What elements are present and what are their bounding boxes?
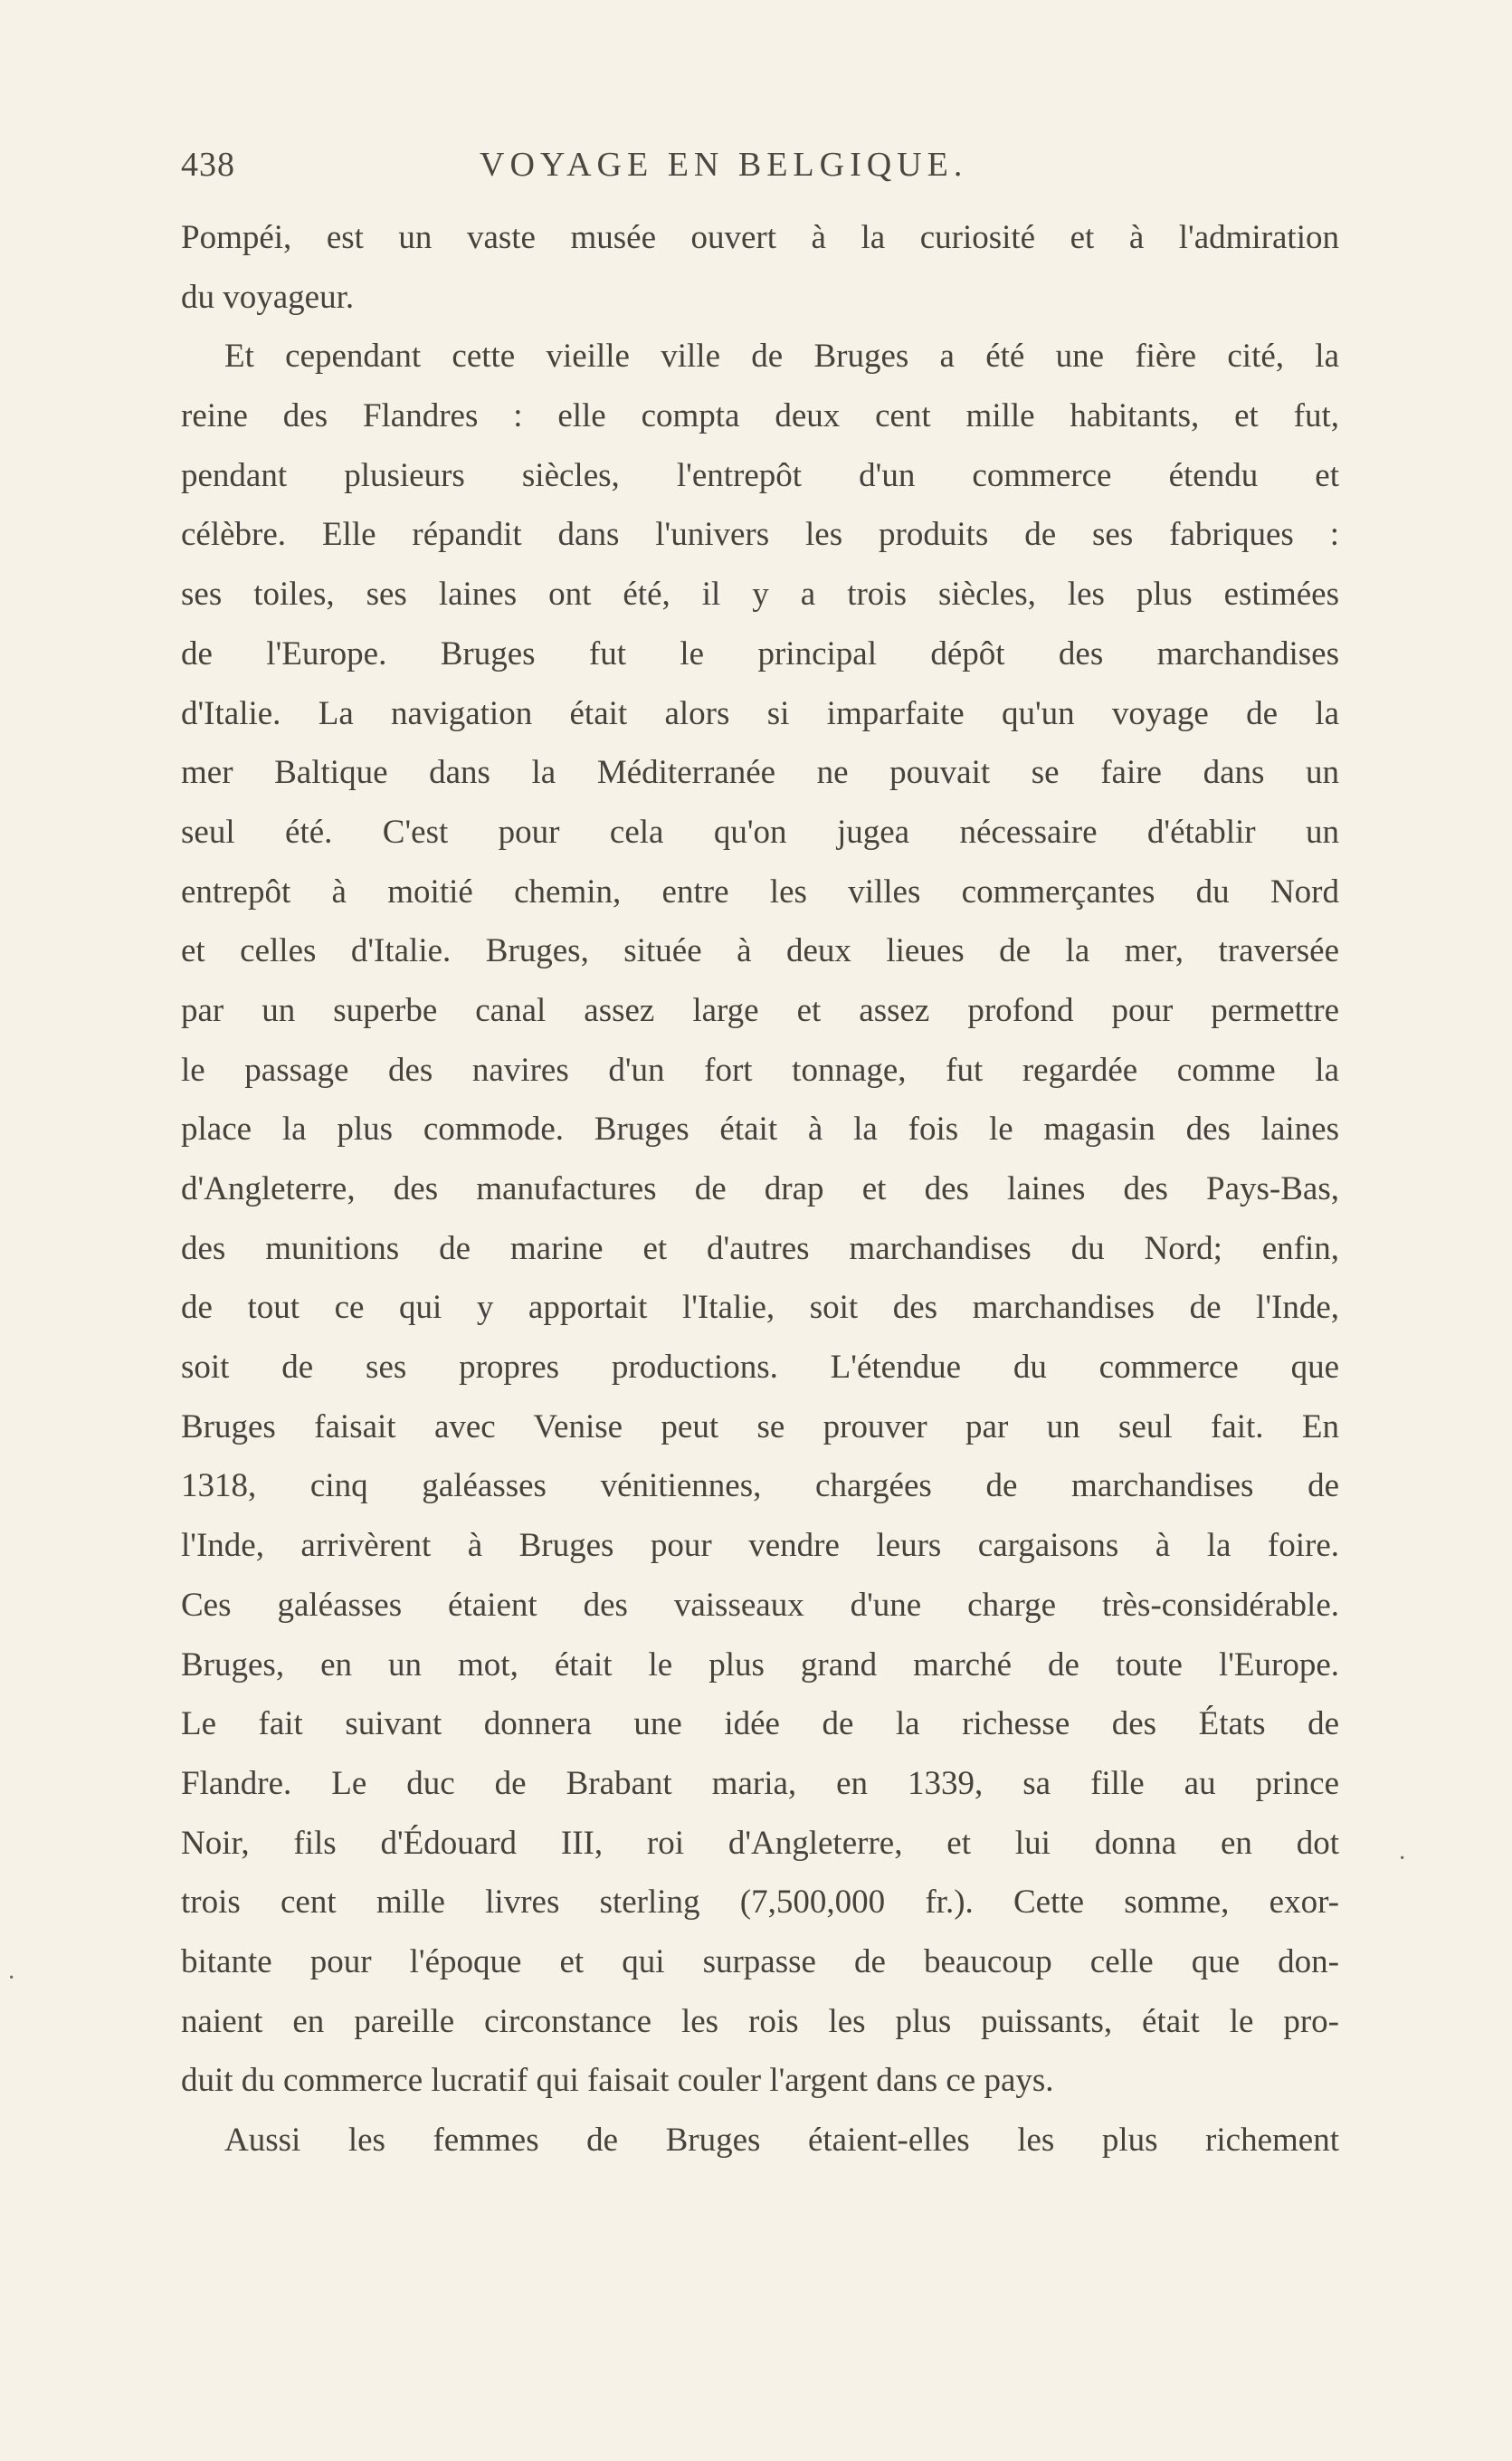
text-line: Noir, fils d'Édouard III, roi d'Angleterre, et lui donna en dot	[181, 1824, 1339, 1862]
text-line: bitante pour l'époque et qui surpasse de beaucoup celle que don-	[181, 1942, 1339, 1980]
text-line: du voyageur.	[181, 278, 355, 316]
text-line: mer Baltique dans la Méditerranée ne pouvait se faire dans un	[181, 754, 1339, 792]
text-line: de l'Europe. Bruges fut le principal dépôt des marchandises	[181, 634, 1339, 672]
text-line: Flandre. Le duc de Brabant maria, en 1339, sa fille au prince	[181, 1764, 1339, 1802]
text-line: seul été. C'est pour cela qu'on jugea nécessaire d'établir un	[181, 813, 1339, 851]
text-line: Bruges, en un mot, était le plus grand marché de toute l'Europe.	[181, 1645, 1339, 1684]
text-line: des munitions de marine et d'autres marchandises du Nord; enfin,	[181, 1229, 1339, 1267]
text-line: l'Inde, arrivèrent à Bruges pour vendre leurs cargaisons à la foire.	[181, 1527, 1339, 1565]
text-line: célèbre. Elle répandit dans l'univers les produits de ses fabriques :	[181, 516, 1339, 554]
text-line: soit de ses propres productions. L'étendue du commerce que	[181, 1349, 1339, 1387]
text-line: Et cependant cette vieille ville de Bruges a été une fière cité, la	[224, 338, 1339, 376]
text-line: Le fait suivant donnera une idée de la richesse des États de	[181, 1705, 1339, 1743]
page-number: 438	[181, 146, 235, 184]
text-line: ses toiles, ses laines ont été, il y a trois siècles, les plus estimées	[181, 576, 1339, 614]
text-line: de tout ce qui y apportait l'Italie, soit des marchandises de l'Inde,	[181, 1289, 1339, 1327]
stray-ink-mark: ·	[7, 1964, 16, 1992]
text-line: le passage des navires d'un fort tonnage, fut regardée comme la	[181, 1051, 1339, 1089]
page-header	[181, 145, 1357, 199]
text-line: trois cent mille livres sterling (7,500,000 fr.). Cette somme, exor-	[181, 1884, 1339, 1922]
text-line: d'Angleterre, des manufactures de drap et des laines des Pays-Bas,	[181, 1170, 1339, 1207]
text-line: entrepôt à moitié chemin, entre les villes commerçantes du Nord	[181, 873, 1339, 911]
page-body-text	[181, 208, 1339, 2170]
stray-ink-mark: ·	[1398, 1845, 1407, 1873]
text-line: duit du commerce lucratif qui faisait couler l'argent dans ce pays.	[181, 2062, 1054, 2100]
running-title: VOYAGE EN BELGIQUE.	[480, 146, 968, 184]
text-line: Aussi les femmes de Bruges étaient-elles les plus richement	[224, 2122, 1339, 2159]
text-line: et celles d'Italie. Bruges, située à deux lieues de la mer, traversée	[181, 932, 1339, 970]
text-line: naient en pareille circonstance les rois les plus puissants, était le pro-	[181, 2002, 1339, 2040]
text-line: pendant plusieurs siècles, l'entrepôt d'un commerce étendu et	[181, 456, 1339, 494]
text-line: place la plus commode. Bruges était à la fois le magasin des laines	[181, 1111, 1339, 1149]
text-line: Bruges faisait avec Venise peut se prouver par un seul fait. En	[181, 1407, 1339, 1445]
text-line: Pompéi, est un vaste musée ouvert à la curiosité et à l'admiration	[181, 219, 1339, 256]
text-line: reine des Flandres : elle compta deux cent mille habitants, et fut,	[181, 397, 1339, 435]
text-line: Ces galéasses étaient des vaisseaux d'une charge très-considérable.	[181, 1586, 1339, 1624]
text-line: par un superbe canal assez large et assez profond pour permettre	[181, 991, 1339, 1029]
text-line: d'Italie. La navigation était alors si imparfaite qu'un voyage de la	[181, 694, 1339, 732]
text-line: 1318, cinq galéasses vénitiennes, chargées de marchandises de	[181, 1467, 1339, 1505]
